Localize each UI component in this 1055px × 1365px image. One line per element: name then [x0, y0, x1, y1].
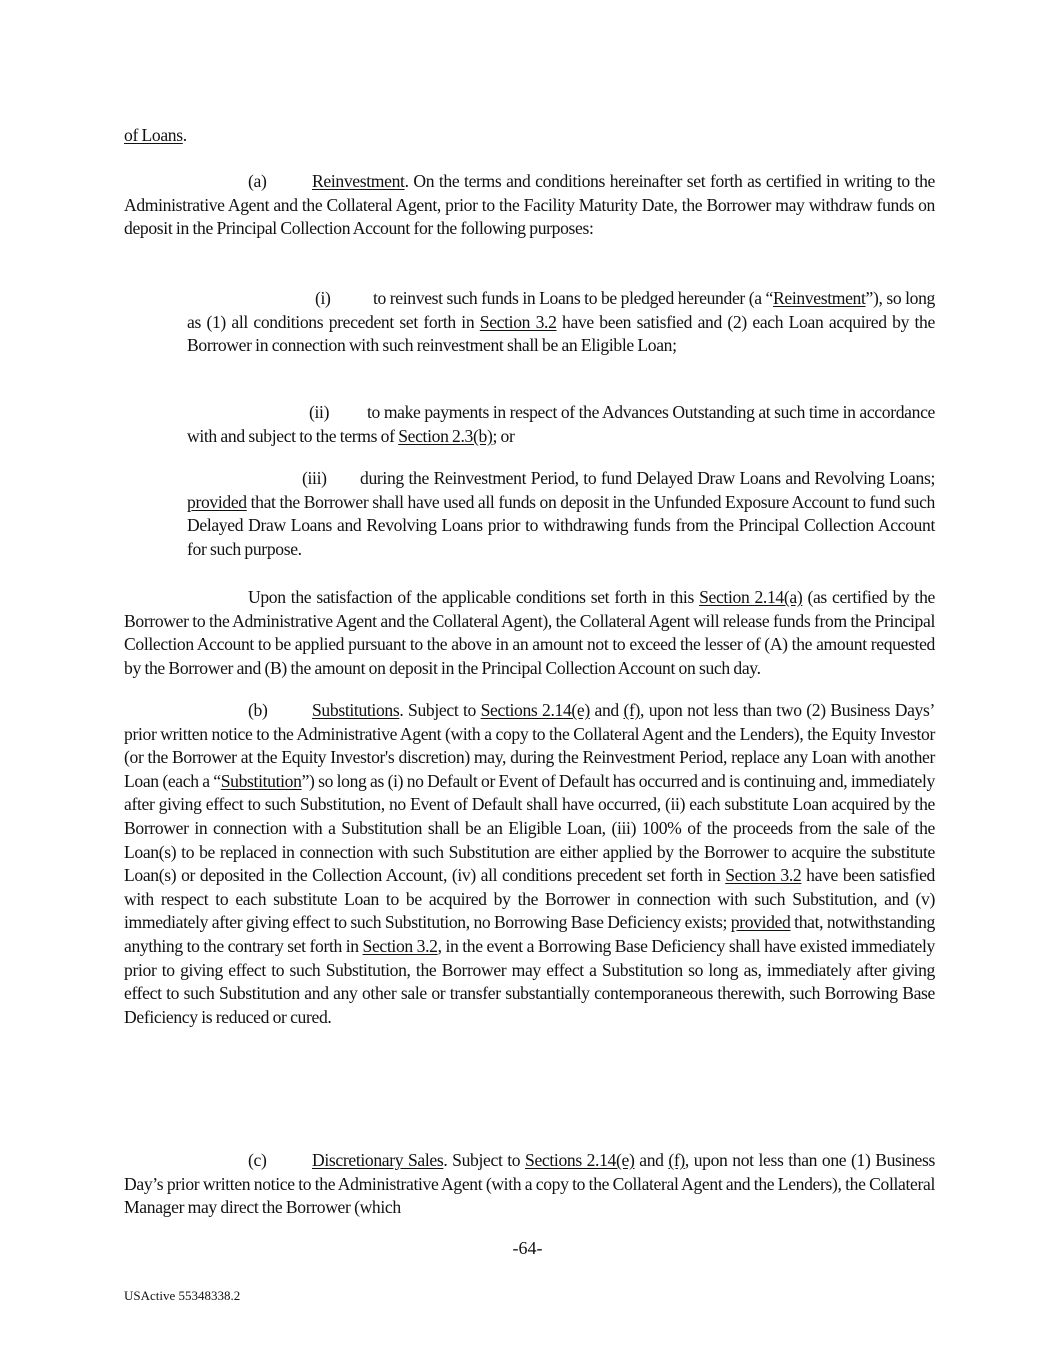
paragraph-label: (i) [315, 288, 331, 308]
underlined-term: Section 3.2 [725, 865, 802, 886]
text-run: have been satisfied and (2) each Loan acquired by the Borrower in connection with such reinvestment shall be an Eligible Loan; [187, 311, 935, 356]
paragraph-label: (ii) [309, 402, 330, 422]
underlined-term: Section 3.2 [362, 935, 438, 956]
para-upon-satisfaction [124, 586, 935, 680]
text-run: ”) so long as (i) no Default or Event of Default has occurred and is continuing and, immediately after giving effect to such Substitution, no Event of Default shall have occurred, (ii) each substitute Loan acquired by the Borrower in connection with a Substitution shall be an Eligible Loan, (iii) 100% of the proceeds from the sale of the Loan(s) to be replaced in connection with such Substitution are either applied by the Borrower to acquire the substitute Loan(s) or deposited in the Collection Account, (iv) all conditions precedent set forth in [124, 770, 935, 886]
text-run: Upon the satisfaction of the applicable conditions set forth in this [248, 587, 700, 607]
underlined-term: Sections 2.14(e) [480, 700, 590, 720]
underlined-term: (f) [623, 700, 641, 720]
para-a-reinvestment [124, 170, 935, 241]
text-run: . Subject to [399, 700, 481, 720]
underlined-term: Sections 2.14(e) [525, 1150, 635, 1170]
underlined-term: of Loans [124, 125, 183, 145]
text-run: during the Reinvestment Period, to fund Delayed Draw Loans and Revolving Loans; [360, 468, 935, 488]
underlined-term: Substitutions [312, 700, 400, 720]
underlined-term: provided [730, 912, 791, 933]
paragraph-label: (iii) [302, 468, 327, 488]
para-a-ii [187, 401, 935, 448]
underlined-term: Reinvestment [312, 171, 405, 191]
text-run: , in the event a Borrowing Base Deficiency shall have existed immediately prior to giving effect to such Substitution, the Borrower may effect a Substitution so long as, immediately after giving effect to such Substitution and any other sale or transfer substantially contemporaneous therewith, such Borrowing Base Deficiency is reduced or cured. [124, 935, 935, 1027]
text-run: . On the terms and conditions hereinafter set forth as certified in writing to the Administrative Agent and the Collateral Agent, prior to the Facility Maturity Date, the Borrower may withdraw funds on deposit in the Principal Collection Account for the following purposes: [124, 171, 935, 239]
text-run: ”), so long as (1) all conditions precedent set forth in [187, 288, 935, 332]
text-run: , upon not less than one (1) Business Day’s prior written notice to the Administrative Agent (with a copy to the Collateral Agent and the Lenders), the Collateral Manager may direct the Borrower (which [124, 1150, 935, 1218]
of-loans [124, 124, 935, 148]
document-id-footer: USActive 55348338.2 [124, 1288, 241, 1303]
para-a-i [187, 287, 935, 358]
underlined-term: Section 2.14(a) [699, 587, 803, 607]
text-run: that, notwithstanding anything to the contrary set forth in [124, 912, 935, 956]
underlined-term: Substitution [220, 770, 302, 791]
text-run: have been satisfied with respect to each substitute Loan to be acquired by the Borrower in connection with such Substitution, and (v) immediately after giving effect to such Substitution, no Borrowing Base Deficiency exists; [124, 865, 935, 933]
text-run: and [634, 1150, 669, 1170]
text-run: . [182, 125, 187, 145]
text-run: (as certified by the Borrower to the Administrative Agent and the Collateral Agent), the Collateral Agent will release funds from the Principal Collection Account to be applied pursuant to the above in an amount not to exceed the lesser of (A) the amount requested by the Borrower and (B) the amount on deposit in the Principal Collection Account on such day. [124, 587, 935, 678]
underlined-term: Section 2.3(b) [398, 425, 493, 446]
paragraph-label: (c) [248, 1150, 267, 1170]
text-run: to make payments in respect of the Advances Outstanding at such time in accordance with and subject to the terms of [187, 402, 935, 446]
underlined-term: Reinvestment [772, 288, 866, 308]
underlined-term: provided [187, 491, 247, 512]
underlined-term: (f) [668, 1150, 685, 1170]
para-c-discretionary-sales [124, 1149, 935, 1220]
text-run: , upon not less than two (2) Business Days’ prior written notice to the Administrative Agent (with a copy to the Collateral Agent and the Lenders), the Equity Investor (or the Borrower at the Equity Investor's discretion) may, during the Reinvestment Period, replace any Loan with another Loan (each a “ [124, 700, 936, 791]
text-run: ; or [492, 425, 515, 446]
para-a-iii [187, 467, 935, 561]
page-number: -64- [512, 1238, 543, 1258]
text-run: that the Borrower shall have used all funds on deposit in the Unfunded Exposure Account to fund such Delayed Draw Loans and Revolving Loans prior to withdrawing funds from the Principal Collection Account for such purpose. [187, 491, 935, 559]
text-run: to reinvest such funds in Loans to be pledged hereunder (a “ [373, 288, 773, 308]
paragraph-label: (b) [248, 700, 268, 720]
text-run: . Subject to [443, 1150, 526, 1170]
underlined-term: Section 3.2 [479, 311, 557, 332]
text-run: and [589, 700, 624, 720]
underlined-term: Discretionary Sales [312, 1150, 444, 1170]
para-b-substitutions [124, 699, 935, 1029]
paragraph-label: (a) [248, 171, 267, 191]
